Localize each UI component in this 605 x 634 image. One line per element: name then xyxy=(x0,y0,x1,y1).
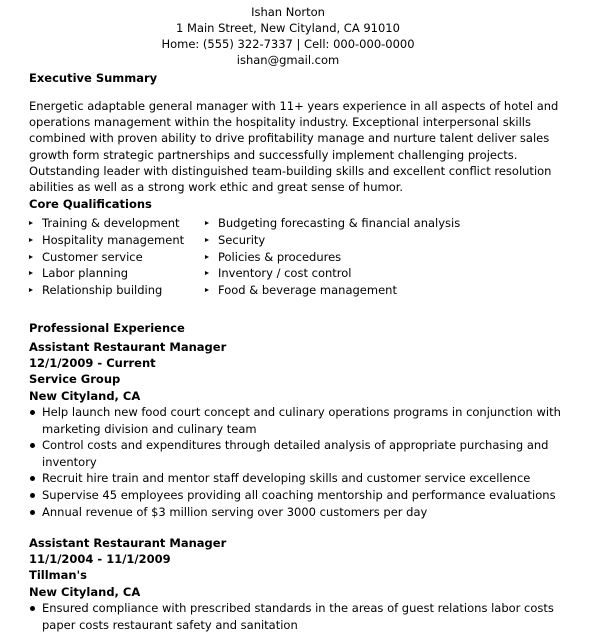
bullet-icon xyxy=(205,238,209,242)
duty-line: Supervise 45 employees providing all coaching mentorship and performance evaluations xyxy=(42,487,556,502)
duty-line: Ensured compliance with prescribed standards in the areas of guest relations labor costs xyxy=(42,601,554,615)
list-item xyxy=(205,249,460,266)
list-item xyxy=(29,265,184,282)
job-duties-list xyxy=(29,404,561,520)
duty-line: Help launch new food court concept and culinary operations programs in conjunction with xyxy=(42,405,561,419)
list-item xyxy=(29,504,549,521)
duty-line: marketing division and culinary team xyxy=(42,421,257,436)
qualification-text: Policies & procedures xyxy=(218,249,342,264)
list-item xyxy=(205,282,460,299)
bullet-icon xyxy=(30,443,35,448)
bullet-icon xyxy=(30,410,35,415)
list-item xyxy=(29,215,184,232)
resume-header xyxy=(0,4,576,68)
duty-line: Annual revenue of $3 million serving over 3000 customers per day xyxy=(42,504,428,519)
bullet-icon xyxy=(205,288,209,292)
list-item xyxy=(29,487,556,504)
bullet-icon xyxy=(205,221,209,225)
address: 1 Main Street, New Cityland, CA 91010 xyxy=(176,21,400,35)
job-location: New Cityland, CA xyxy=(29,584,141,599)
summary-paragraph xyxy=(29,98,559,195)
summary-heading: Executive Summary xyxy=(29,71,158,85)
bullet-icon xyxy=(205,271,209,275)
experience-heading: Professional Experience xyxy=(29,321,185,335)
list-item xyxy=(29,282,184,299)
qualification-text: Inventory / cost control xyxy=(218,266,352,281)
qualification-text: Customer service xyxy=(42,249,143,264)
job-header xyxy=(29,535,226,600)
list-item xyxy=(205,265,460,282)
qualification-text: Training & development xyxy=(42,216,180,230)
qualifications-right-list xyxy=(205,215,460,299)
bullet-icon xyxy=(29,271,33,275)
qualifications-heading: Core Qualifications xyxy=(29,197,152,211)
candidate-name: Ishan Norton xyxy=(251,5,325,19)
list-item xyxy=(29,249,184,266)
bullet-icon xyxy=(30,510,35,515)
job-dates: 12/1/2009 - Current xyxy=(29,356,156,371)
job-header xyxy=(29,339,226,404)
duty-line: Control costs and expenditures through detailed analysis of appropriate purchasing and xyxy=(42,438,549,453)
email: ishan@gmail.com xyxy=(236,53,340,67)
bullet-icon xyxy=(29,288,33,292)
job-company: Service Group xyxy=(29,372,121,387)
summary-line: abilities as well as a strong work ethic and great sense of humor. xyxy=(29,179,404,194)
job-duties-list xyxy=(29,600,554,633)
bullet-icon xyxy=(30,606,35,611)
qualification-text: Relationship building xyxy=(42,283,163,298)
job-position: Assistant Restaurant Manager xyxy=(29,340,227,354)
list-item xyxy=(29,470,549,487)
qualification-text: Budgeting forecasting & financial analysis xyxy=(218,216,461,230)
list-item xyxy=(29,232,184,249)
summary-line: combined with proven ability to drive profitability manage and nurture talent deliver sales xyxy=(29,131,550,146)
list-item xyxy=(29,437,549,470)
duty-line: paper costs restaurant safety and sanitation xyxy=(42,617,298,632)
phone-numbers: Home: (555) 322-7337 | Cell: 000-000-0000 xyxy=(161,37,415,51)
bullet-icon xyxy=(29,221,33,225)
qualification-text: Hospitality management xyxy=(42,232,185,247)
duty-line: Recruit hire train and mentor staff developing skills and customer service excellence xyxy=(42,471,531,486)
job-dates: 11/1/2004 - 11/1/2009 xyxy=(29,552,171,567)
bullet-icon xyxy=(30,493,35,498)
job-position: Assistant Restaurant Manager xyxy=(29,536,227,550)
list-item xyxy=(29,404,561,437)
bullet-icon xyxy=(29,238,33,242)
summary-line: growth form strategic partnerships and successfully implement challenging projects. xyxy=(29,147,518,162)
summary-line: Energetic adaptable general manager with 11+ years experience in all aspects of hotel and xyxy=(29,99,559,113)
qualification-text: Security xyxy=(218,232,266,247)
list-item xyxy=(205,215,460,232)
job-company: Tillman's xyxy=(29,568,87,583)
bullet-icon xyxy=(29,255,33,259)
bullet-icon xyxy=(30,476,35,481)
bullet-icon xyxy=(205,255,209,259)
duty-line: inventory xyxy=(42,454,97,469)
summary-line: operations management within the hospitality industry. Exceptional interpersonal skills xyxy=(29,115,531,130)
qualifications-left-list xyxy=(29,215,184,299)
list-item xyxy=(29,600,554,633)
qualification-text: Labor planning xyxy=(42,266,129,281)
summary-line: Outstanding leader with distinguished team-building skills and excellent conflict resolution xyxy=(29,163,552,178)
job-location: New Cityland, CA xyxy=(29,388,141,403)
qualification-text: Food & beverage management xyxy=(218,283,397,298)
list-item xyxy=(205,232,460,249)
